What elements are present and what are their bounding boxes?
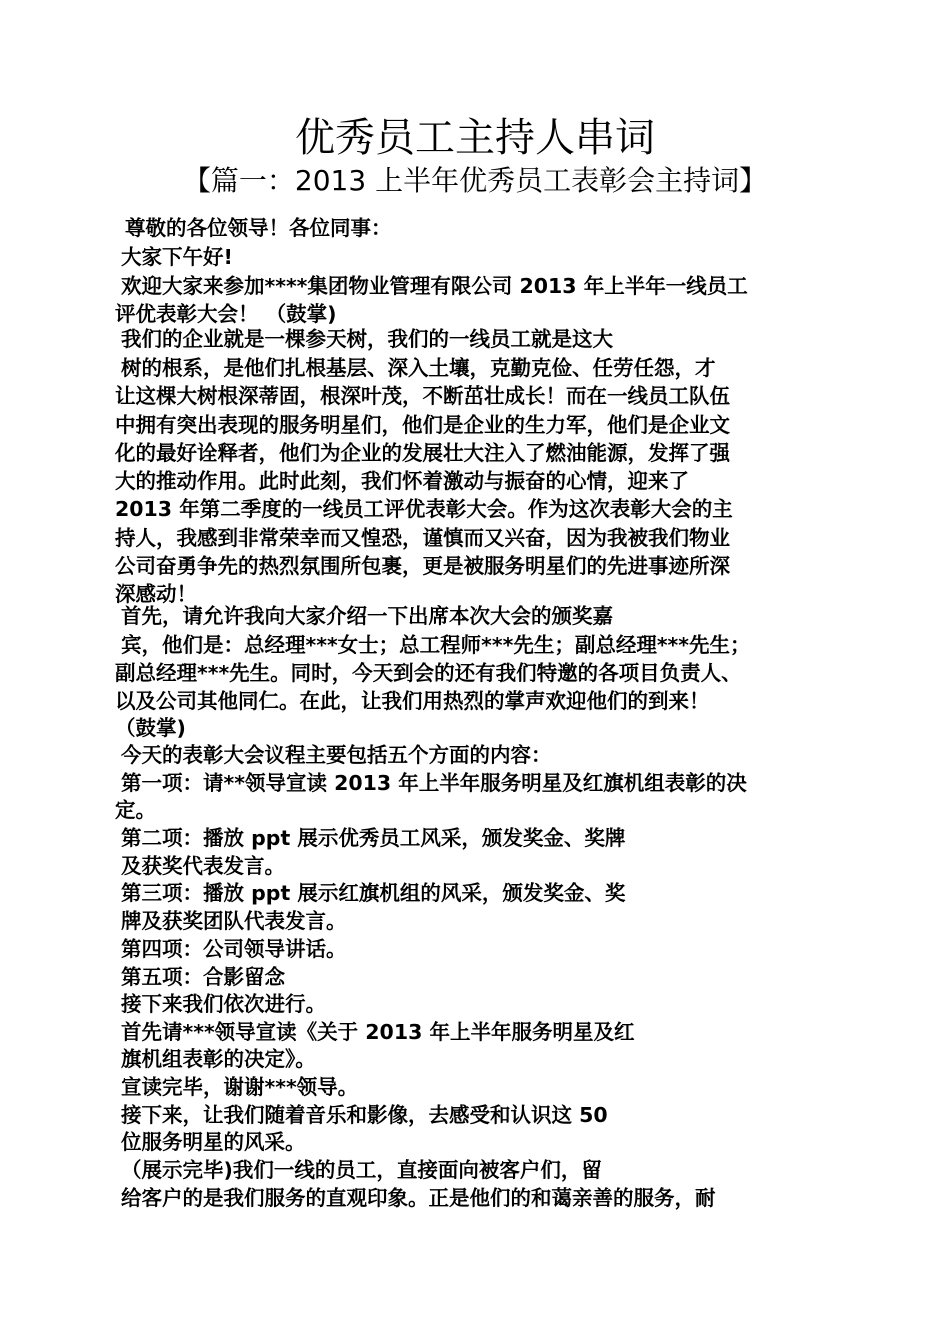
text-line: 第一项：请**领导宣读 2013 年上半年服务明星及红旗机组表彰的决	[121, 771, 747, 795]
text-line: 化的最好诠释者，他们为企业的发展壮大注入了燃油能源，发挥了强	[115, 441, 730, 465]
text-line: 让这棵大树根深蒂固，根深叶茂，不断茁壮成长！而在一线员工队伍	[115, 384, 730, 408]
text-line: 欢迎大家来参加****集团物业管理有限公司 2013 年上半年一线员工	[121, 274, 748, 298]
text-line: 深感动！	[115, 582, 197, 606]
text-line: 2013 年第二季度的一线员工评优表彰大会。作为这次表彰大会的主	[115, 497, 733, 521]
text-line: 尊敬的各位领导！各位同事：	[125, 216, 392, 240]
text-line: 牌及获奖团队代表发言。	[121, 909, 347, 933]
text-line: 第五项：合影留念	[121, 965, 285, 989]
text-line: 中拥有突出表现的服务明星们，他们是企业的生力军，他们是企业文	[115, 413, 730, 437]
text-line: 大的推动作用。此时此刻，我们怀着激动与振奋的心情，迎来了	[115, 469, 689, 493]
text-line: 首先，请允许我向大家介绍一下出席本次大会的颁奖嘉	[121, 604, 613, 628]
text-line: 评优表彰大会！ （鼓掌)	[115, 302, 337, 326]
text-line: 以及公司其他同仁。在此，让我们用热烈的掌声欢迎他们的到来！	[115, 689, 710, 713]
text-line: 我们的企业就是一棵参天树，我们的一线员工就是这大	[121, 327, 613, 351]
text-line: 今天的表彰大会议程主要包括五个方面的内容：	[121, 743, 552, 767]
text-line: 持人，我感到非常荣幸而又惶恐，谨慎而又兴奋，因为我被我们物业	[115, 526, 730, 550]
text-line: 副总经理***先生。同时，今天到会的还有我们特邀的各项目负责人、	[115, 661, 742, 685]
text-line: 树的根系，是他们扎根基层、深入土壤，克勤克俭、任劳任怨，才	[121, 356, 716, 380]
text-line: 接下来我们依次进行。	[121, 992, 326, 1016]
text-line: 第二项：播放 ppt 展示优秀员工风采，颁发奖金、奖牌	[121, 826, 626, 850]
text-line: 宾，他们是：总经理***女士；总工程师***先生；副总经理***先生；	[121, 633, 751, 657]
text-line: 公司奋勇争先的热烈氛围所包裹，更是被服务明星们的先进事迹所深	[115, 554, 730, 578]
text-line: 首先请***领导宣读《关于 2013 年上半年服务明星及红	[121, 1020, 635, 1044]
text-line: 及获奖代表发言。	[121, 854, 285, 878]
text-line: 第四项：公司领导讲话。	[121, 937, 347, 961]
text-line: 位服务明星的风采。	[121, 1130, 306, 1154]
text-line: 旗机组表彰的决定》。	[121, 1047, 316, 1071]
text-line: 定。	[115, 798, 156, 822]
text-line: 宣读完毕，谢谢***领导。	[121, 1075, 359, 1099]
text-line: 接下来，让我们随着音乐和影像，去感受和认识这 50	[121, 1103, 608, 1127]
text-line: 大家下午好!	[121, 245, 233, 269]
text-line: 给客户的是我们服务的直观印象。正是他们的和蔼亲善的服务，耐	[121, 1186, 716, 1210]
document-subtitle: 【篇一：2013 上半年优秀员工表彰会主持词】	[182, 164, 768, 197]
text-line: 第三项：播放 ppt 展示红旗机组的风采，颁发奖金、奖	[121, 881, 626, 905]
document-title: 优秀员工主持人串词	[295, 115, 655, 161]
text-line: （展示完毕)我们一线的员工，直接面向被客户们，留	[121, 1158, 602, 1182]
text-line: （鼓掌)	[115, 716, 186, 740]
